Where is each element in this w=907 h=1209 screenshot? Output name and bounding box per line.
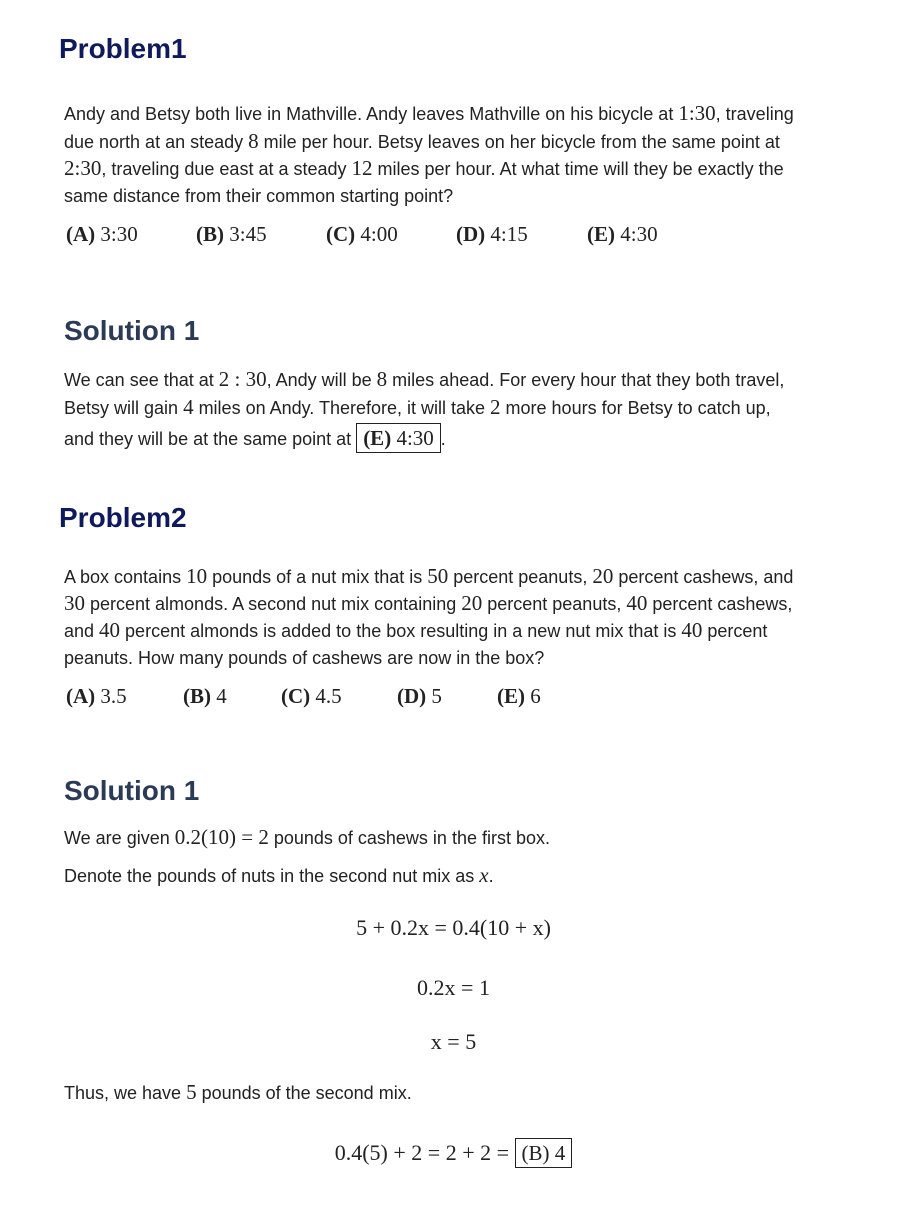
choice-a: (A) 3.5: [66, 684, 127, 708]
choice-a: (A) 3:30: [66, 222, 138, 246]
problem2-heading: Problem2: [59, 502, 187, 533]
solution2-line-1: We are given 0.2(10) = 2 pounds of cashews in the first box.: [64, 825, 550, 849]
equation-2: 0.2x = 1: [417, 975, 490, 1000]
choice-b: (B) 3:45: [196, 222, 267, 246]
solution1-heading: Solution 1: [64, 315, 200, 346]
solution2-line-2: Denote the pounds of nuts in the second nut mix as x.: [64, 863, 494, 887]
solution1-line-1: We can see that at 2 : 30, Andy will be 8 miles ahead. For every hour that they both travel,: [64, 367, 785, 391]
problem1-line-3: 2:30, traveling due east at a steady 12 miles per hour. At what time will they be exactly the: [64, 156, 784, 180]
problem2-line-3: and 40 percent almonds is added to the box resulting in a new nut mix that is 40 percent: [64, 618, 768, 642]
problem2-choices: [66, 682, 541, 710]
answer-box: (E) 4:30: [356, 423, 441, 453]
problem2-line-4: peanuts. How many pounds of cashews are now in the box?: [64, 648, 545, 668]
choice-c: (C) 4:00: [326, 222, 398, 246]
equation-4: 0.4(5) + 2 = 2 + 2 = (B) 4: [0, 1138, 907, 1168]
choice-e: (E) 6: [497, 684, 541, 708]
choice-d: (D) 5: [397, 684, 442, 708]
choice-c: (C) 4.5: [281, 684, 342, 708]
problem1-choices: [66, 220, 658, 248]
problem1-line-2: due north at an steady 8 mile per hour. Betsy leaves on her bicycle from the same point at: [64, 129, 780, 153]
solution2-line-3: Thus, we have 5 pounds of the second mix.: [64, 1080, 412, 1104]
choice-b: (B) 4: [183, 684, 227, 708]
solution1-line-2: Betsy will gain 4 miles on Andy. Therefore, it will take 2 more hours for Betsy to catch up,: [64, 395, 771, 419]
choice-d: (D) 4:15: [456, 222, 528, 246]
problem2-line-1: A box contains 10 pounds of a nut mix that is 50 percent peanuts, 20 percent cashews, and: [64, 564, 794, 588]
problem2-line-2: 30 percent almonds. A second nut mix containing 20 percent peanuts, 40 percent cashews,: [64, 591, 793, 615]
solution2-heading: Solution 1: [64, 775, 200, 806]
equation-3: x = 5: [430, 1029, 477, 1054]
final-answer-box: (B) 4: [515, 1138, 573, 1168]
problem1-line-4: same distance from their common starting point?: [64, 186, 454, 206]
problem1-line-1: Andy and Betsy both live in Mathville. Andy leaves Mathville on his bicycle at 1:30, traveling: [64, 101, 794, 125]
problem1-heading: Problem1: [59, 33, 187, 64]
choice-e: (E) 4:30: [587, 222, 658, 246]
equation-1: 5 + 0.2x = 0.4(10 + x): [356, 915, 551, 940]
solution1-line-3: and they will be at the same point at (E) 4:30 .: [64, 425, 864, 454]
